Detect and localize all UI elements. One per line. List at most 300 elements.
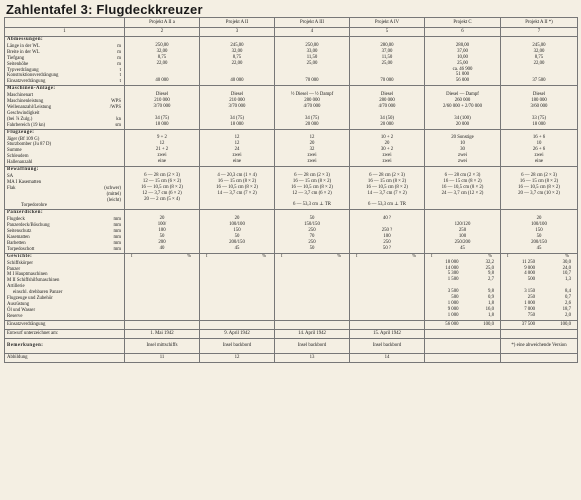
label-text: (leicht) bbox=[107, 197, 121, 203]
section-panzerdicken bbox=[5, 210, 578, 253]
unit-text: m bbox=[117, 43, 121, 49]
value-text: 20 000 bbox=[380, 121, 394, 127]
value-text: 150/150 bbox=[304, 222, 320, 228]
value-text: 1 000 bbox=[447, 300, 459, 306]
value-text: 180 000 bbox=[531, 98, 547, 104]
value-text: zwei bbox=[382, 153, 392, 159]
value-text: 50 bbox=[309, 216, 315, 222]
value-text: 25,00 bbox=[457, 60, 468, 66]
section-flugzeuge bbox=[5, 129, 578, 166]
value-text: 34 (50) bbox=[380, 115, 394, 121]
row-label: einschl. drehbaren Panzer bbox=[13, 290, 63, 296]
value-text: 25,0 bbox=[485, 265, 494, 271]
row-label: Schleudern bbox=[7, 154, 29, 160]
value-text: 100 bbox=[158, 228, 166, 234]
value-text: 6 — 28 cm (2 × 3) bbox=[444, 172, 481, 178]
value-cell bbox=[425, 320, 501, 329]
value-cell bbox=[350, 37, 425, 86]
value-text: 20 bbox=[536, 216, 542, 222]
value-text: 100/ bbox=[157, 222, 167, 228]
weight-values-cell bbox=[501, 253, 578, 320]
label-text: Konstruktionsverdrängung bbox=[7, 73, 59, 79]
value-text: 51 000 bbox=[455, 72, 470, 78]
value-cell bbox=[275, 167, 350, 210]
value-cell bbox=[425, 86, 501, 129]
value-cell bbox=[501, 86, 578, 129]
value-text: 6 — 53,3 cm ⊥ TR bbox=[292, 202, 331, 208]
value-text: Diesel bbox=[380, 92, 394, 98]
value-text: 12 — 15 cm (6 × 2) bbox=[142, 178, 182, 184]
header-col: Projekt A IV bbox=[350, 18, 425, 28]
value-text: 4/70 000 bbox=[378, 103, 396, 109]
value-text: Diesel bbox=[532, 92, 546, 98]
value-text: 500 bbox=[451, 295, 459, 301]
label-text: Seitenhöhe bbox=[7, 61, 29, 67]
value-text: ca. 46 900 bbox=[452, 66, 473, 72]
value-text: 10 bbox=[536, 141, 542, 147]
value-text: 25,00 bbox=[306, 60, 318, 66]
weight-unit-cell bbox=[350, 253, 425, 320]
value-text: 30,0 bbox=[562, 259, 571, 265]
value-cell bbox=[501, 210, 578, 253]
unit-text: t bbox=[119, 67, 121, 73]
value-text: 2,7 bbox=[488, 277, 494, 283]
value-cell: *) eine abweichende Version bbox=[501, 338, 578, 353]
unit-text: m bbox=[117, 61, 121, 67]
value-text: 12 bbox=[159, 141, 165, 147]
value-text: 750 bbox=[527, 312, 535, 318]
weight-unit-cell bbox=[200, 253, 275, 320]
row-label: Hallenanzahl bbox=[7, 160, 33, 166]
label-text: SA bbox=[7, 173, 14, 179]
value-text: zwei bbox=[457, 159, 468, 165]
value-text: 32,00 bbox=[156, 48, 168, 54]
section-title: Panzerdicken: bbox=[7, 210, 44, 216]
unit-percent: % bbox=[337, 253, 341, 259]
unit-text: mm bbox=[113, 240, 121, 246]
label-text: Flugdeck bbox=[7, 217, 25, 223]
unit-t: t bbox=[281, 253, 283, 259]
row-label: M II Schiffshilfsmaschinen bbox=[7, 278, 60, 284]
value-text: 16 — 10,5 cm (8 × 2) bbox=[366, 184, 408, 190]
value-text: 9 + 2 bbox=[157, 135, 167, 141]
value-text: 70 000 bbox=[305, 78, 319, 84]
value-text: 22,00 bbox=[156, 60, 168, 66]
value-text: 1,8 bbox=[488, 300, 494, 306]
row-label: Schiffskörper bbox=[7, 260, 34, 266]
row-label: Torpedorohre bbox=[21, 203, 48, 209]
value-text: 20 — 3,7 cm (10 × 2) bbox=[518, 190, 560, 196]
value-text: 1,3 bbox=[565, 277, 571, 283]
value-cell bbox=[350, 86, 425, 129]
value-text: 280 000 bbox=[304, 98, 320, 104]
value-text: 37,00 bbox=[381, 48, 393, 54]
value-cell: 1. Mai 1942 bbox=[125, 329, 200, 338]
value-text: 18 000 bbox=[230, 121, 244, 127]
value-text: 280 000 bbox=[379, 98, 395, 104]
value-text: 16 — 10,5 cm (8 × 2) bbox=[141, 184, 183, 190]
unit-text: mm bbox=[113, 229, 121, 235]
column-number-row bbox=[5, 28, 578, 37]
section-bewaffnung bbox=[5, 167, 578, 210]
row-label: Jäger (Bf 109 G) bbox=[7, 136, 40, 142]
value-text: 33 (75) bbox=[532, 115, 546, 121]
value-text: 20 bbox=[384, 141, 390, 147]
section-gewichte bbox=[5, 253, 578, 320]
unit-t: t bbox=[206, 253, 208, 259]
value-cell bbox=[425, 37, 501, 86]
value-text bbox=[202, 202, 272, 208]
value-text: zwei bbox=[232, 153, 242, 159]
section-label-cell bbox=[5, 253, 125, 320]
value-text: zwei bbox=[307, 159, 317, 165]
section-title: Gewichte: bbox=[7, 253, 33, 259]
unit-percent: % bbox=[187, 253, 191, 259]
unit-text: mm bbox=[113, 235, 121, 240]
value-text: eine bbox=[535, 159, 543, 165]
value-text: 14 000 bbox=[445, 265, 459, 271]
header-col: Projekt A II *) bbox=[501, 18, 578, 28]
value-text: 280,00 bbox=[380, 42, 394, 48]
value-text: 14 — 3,7 cm (7 × 2) bbox=[367, 190, 407, 196]
value-text: 12 bbox=[234, 141, 240, 147]
value-text: 9 000 bbox=[447, 306, 459, 312]
column-number: 2 bbox=[125, 28, 200, 37]
value-text: 12 — 3,7 cm (6 × 2) bbox=[292, 190, 332, 196]
row-label: Öl und Wasser bbox=[7, 307, 36, 313]
section-title: Abmessungen: bbox=[7, 37, 44, 42]
row-label: Summe bbox=[7, 148, 22, 154]
label-text: Fahrbereich (19 kn) bbox=[7, 122, 46, 128]
value-text: 210 000 bbox=[229, 98, 245, 104]
table-title: Zahlentafel 3: Flugdeckkreuzer bbox=[6, 2, 203, 17]
value-cell bbox=[425, 329, 501, 338]
row-abbildung bbox=[5, 353, 578, 362]
value-text: 50 bbox=[234, 233, 240, 239]
value-text: 32,00 bbox=[231, 48, 243, 54]
value-text: 10 + 2 bbox=[380, 135, 394, 141]
row-entwurf bbox=[5, 329, 578, 338]
value-text: 8,75 bbox=[232, 54, 242, 60]
value-cell bbox=[350, 210, 425, 253]
header-row bbox=[5, 18, 578, 28]
value-text: 100,0 bbox=[560, 321, 571, 327]
value-cell bbox=[125, 210, 200, 253]
value-text: 8,75 bbox=[534, 54, 544, 60]
value-text: 34 (75) bbox=[230, 115, 244, 121]
value-text: 6 — 28 cm (2 × 3) bbox=[369, 172, 405, 178]
value-text: 20 — 2 cm (5 × 4) bbox=[144, 196, 180, 202]
unit-text: mm bbox=[113, 223, 121, 229]
value-text: 250 bbox=[308, 239, 316, 245]
value-text: 56 000 bbox=[455, 78, 470, 84]
value-text: zwei bbox=[157, 153, 167, 159]
value-cell bbox=[275, 210, 350, 253]
unit-text: mm bbox=[113, 217, 121, 223]
value-text: 10,00 bbox=[457, 54, 468, 60]
value-cell: 13 bbox=[275, 353, 350, 362]
value-cell bbox=[501, 353, 578, 362]
value-cell bbox=[350, 167, 425, 210]
value-text: 50 bbox=[159, 233, 165, 239]
row-label: Artillerie bbox=[7, 284, 25, 290]
value-text: 16 + 6 bbox=[532, 135, 546, 141]
label-text: Maschinenart bbox=[7, 93, 34, 99]
value-cell: Insel backbord bbox=[275, 338, 350, 353]
value-text: 40 000 bbox=[155, 78, 169, 84]
value-text: 37 500 bbox=[521, 321, 535, 327]
value-text bbox=[127, 202, 197, 208]
value-text: 6 — 28 cm (2 × 3) bbox=[144, 172, 180, 178]
value-text: 250,00 bbox=[305, 42, 319, 48]
section-label-cell bbox=[5, 129, 125, 166]
value-text: 11,50 bbox=[306, 54, 318, 60]
weight-values-cell bbox=[425, 253, 501, 320]
value-text: 16 — 15 cm (8 × 2) bbox=[519, 178, 559, 184]
row-label: M I Hauptmaschinen bbox=[7, 272, 48, 278]
label-text: Barbetten bbox=[7, 240, 26, 246]
label-text: Geschwindigkeit bbox=[7, 110, 40, 116]
value-cell bbox=[200, 210, 275, 253]
weight-unit-cell bbox=[275, 253, 350, 320]
value-cell: 15. April 1942 bbox=[350, 329, 425, 338]
value-text: 4 — 20,3 cm (1 × 4) bbox=[217, 172, 257, 178]
value-cell bbox=[501, 167, 578, 210]
value-text: 250 bbox=[383, 239, 391, 245]
unit-text: sm bbox=[115, 122, 121, 128]
header-col: Projekt A III bbox=[275, 18, 350, 28]
value-text: 16 — 10,5 cm (8 × 2) bbox=[216, 184, 258, 190]
value-text: 33,00 bbox=[306, 48, 318, 54]
value-text: 100/100 bbox=[531, 222, 547, 228]
value-cell bbox=[425, 338, 501, 353]
value-text: 2,0 bbox=[565, 312, 571, 318]
value-text: 30 bbox=[460, 147, 465, 153]
row-label bbox=[7, 79, 122, 85]
row-label: Einsatzverdrängung bbox=[5, 320, 125, 329]
column-number: 3 bbox=[200, 28, 275, 37]
value-cell bbox=[200, 37, 275, 86]
value-text: 250/200 bbox=[454, 239, 471, 245]
value-cell bbox=[125, 129, 200, 166]
unit-percent: % bbox=[488, 253, 492, 259]
value-text: 18 000 bbox=[445, 259, 459, 265]
unit-text: m bbox=[117, 49, 121, 55]
value-cell bbox=[425, 129, 501, 166]
value-cell bbox=[125, 167, 200, 210]
value-text: 34 (75) bbox=[305, 115, 319, 121]
row-label: Sturzbomber (Ju 87 D) bbox=[7, 142, 52, 148]
value-text: 6 — 53,3 cm ⊥ TR bbox=[367, 202, 406, 208]
value-text: 18 000 bbox=[532, 121, 546, 127]
unit-text: t bbox=[119, 73, 121, 79]
value-cell bbox=[275, 129, 350, 166]
column-number: 4 bbox=[275, 28, 350, 37]
header-label-cell bbox=[5, 18, 125, 28]
value-text: 100/100 bbox=[229, 222, 245, 228]
section-title: Flugzeuge: bbox=[7, 129, 35, 135]
value-text: 0,7 bbox=[565, 295, 571, 301]
value-text: 21 + 2 bbox=[155, 147, 169, 153]
row-label: Flugzeuge und Zubehör bbox=[7, 296, 53, 302]
value-text: 56 000 bbox=[445, 321, 459, 327]
unit-text: /WPS bbox=[109, 104, 121, 110]
label-text: Torpedoschott bbox=[7, 246, 35, 252]
value-text: 500 bbox=[527, 277, 535, 283]
value-text: 245,00 bbox=[230, 42, 244, 48]
value-text: 25,00 bbox=[381, 60, 393, 66]
value-text: 37 500 bbox=[532, 78, 546, 84]
unit-text: m bbox=[117, 55, 121, 61]
value-text: 250 ? bbox=[381, 228, 393, 234]
value-cell: 9. April 1942 bbox=[200, 329, 275, 338]
label-text: Breite in der WL bbox=[7, 49, 40, 55]
section-label-cell bbox=[5, 37, 125, 86]
value-cell: 14. April 1942 bbox=[275, 329, 350, 338]
value-text: 24 bbox=[234, 147, 240, 153]
value-text: 8,4 bbox=[565, 289, 571, 295]
value-text: 30 + 2 bbox=[380, 147, 394, 153]
value-text: 1 500 bbox=[447, 277, 459, 283]
value-text: ½ Diesel — ½ Dampf bbox=[290, 92, 334, 98]
label-text: Wellenanzahl/Leistung bbox=[7, 104, 52, 110]
value-text: 18 000 bbox=[155, 121, 169, 127]
section-title: Bewaffnung: bbox=[7, 167, 39, 173]
data-table bbox=[4, 17, 578, 363]
unit-text: t bbox=[119, 79, 121, 85]
value-text: zwei bbox=[534, 153, 544, 159]
value-cell bbox=[200, 129, 275, 166]
section-title: Maschinen-Anlage: bbox=[7, 86, 56, 92]
value-text: eine bbox=[158, 159, 166, 165]
value-text: zwei bbox=[307, 153, 317, 159]
value-text: 45 bbox=[536, 245, 542, 251]
value-text bbox=[427, 202, 498, 208]
value-text: 1,8 bbox=[488, 312, 494, 318]
value-text: 100 bbox=[458, 233, 467, 239]
value-cell bbox=[501, 329, 578, 338]
value-cell bbox=[275, 86, 350, 129]
value-text: 12 bbox=[309, 135, 315, 141]
value-text: 32,2 bbox=[485, 259, 494, 265]
value-text: 40 bbox=[159, 245, 165, 251]
label-text: (mittel) bbox=[106, 191, 121, 197]
value-text: 20 Sonstige bbox=[451, 135, 474, 141]
unit-percent: % bbox=[262, 253, 266, 259]
value-text: 20 bbox=[309, 141, 315, 147]
value-text: 32,00 bbox=[533, 48, 545, 54]
section-label-cell bbox=[5, 86, 125, 129]
unit-t: t bbox=[431, 253, 433, 259]
column-number: 6 bbox=[425, 28, 501, 37]
value-text: 50 bbox=[309, 245, 315, 251]
value-text: 9,8 bbox=[488, 271, 494, 277]
value-cell bbox=[275, 37, 350, 86]
value-text: 2/60 000 + 2/70 000 bbox=[443, 103, 482, 109]
value-text: 3 150 bbox=[524, 289, 535, 295]
row-einsatzverdraengung bbox=[5, 320, 578, 329]
row-label bbox=[7, 123, 122, 129]
value-cell: Insel backbord bbox=[350, 338, 425, 353]
unit-text: (schwer) bbox=[104, 185, 121, 191]
value-text: 50 ? bbox=[382, 245, 392, 251]
unit-text: mm bbox=[113, 246, 121, 252]
value-cell: Insel mittschiffs bbox=[125, 338, 200, 353]
value-cell: 11 bbox=[125, 353, 200, 362]
unit-text: WPS bbox=[111, 99, 121, 105]
value-text: 250,00 bbox=[155, 42, 169, 48]
value-text: 22,00 bbox=[533, 60, 545, 66]
value-text: 24,0 bbox=[562, 265, 571, 271]
value-text: 8,75 bbox=[157, 54, 167, 60]
value-cell bbox=[125, 86, 200, 129]
value-cell bbox=[425, 353, 501, 362]
value-cell bbox=[501, 320, 578, 329]
value-text: 0,9 bbox=[488, 295, 494, 301]
value-text: 18,7 bbox=[562, 306, 571, 312]
label-text: Länge in der WL bbox=[7, 43, 40, 49]
label-text: Kasematten bbox=[7, 235, 30, 240]
label-text: MA I Kasematten bbox=[7, 179, 42, 185]
value-text: Diesel bbox=[230, 92, 244, 98]
unit-percent: % bbox=[565, 253, 569, 259]
value-text: 11,50 bbox=[381, 54, 393, 60]
value-text: 280,00 bbox=[455, 42, 470, 48]
value-text: 2,6 bbox=[565, 300, 571, 306]
value-text: 10 bbox=[460, 141, 465, 147]
value-text: 3/70 000 bbox=[228, 103, 246, 109]
section-label-cell bbox=[5, 210, 125, 253]
value-text: 260 000 bbox=[454, 98, 471, 104]
value-text: 200 bbox=[158, 239, 166, 245]
row-label: Abbildung bbox=[5, 353, 125, 362]
value-text: zwei bbox=[382, 159, 392, 165]
row-label: Reserve bbox=[7, 313, 23, 319]
column-number: 7 bbox=[501, 28, 578, 37]
value-cell bbox=[200, 167, 275, 210]
value-text: Diesel bbox=[155, 92, 169, 98]
value-text: 11 250 bbox=[521, 259, 535, 265]
label-text: Flak bbox=[7, 185, 16, 191]
value-text: 20 000 bbox=[455, 121, 470, 127]
value-text: 1 000 bbox=[524, 300, 535, 306]
label-text: Seitenschutz bbox=[7, 229, 32, 235]
value-cell bbox=[425, 210, 501, 253]
value-text: 120/120 bbox=[454, 222, 471, 228]
value-text: 16 — 10,5 cm (8 × 2) bbox=[441, 184, 484, 190]
value-text: 70 000 bbox=[380, 78, 394, 84]
value-text: 4 000 bbox=[524, 271, 535, 277]
section-label-cell bbox=[5, 167, 125, 210]
value-text bbox=[503, 202, 575, 208]
value-text: 14 — 3,7 cm (7 × 2) bbox=[217, 190, 257, 196]
value-text: 26 + 6 bbox=[532, 147, 546, 153]
value-text: 20 bbox=[234, 216, 240, 222]
value-text: 34 (75) bbox=[155, 115, 169, 121]
value-cell bbox=[501, 129, 578, 166]
row-label bbox=[7, 247, 122, 253]
value-text: 200/150 bbox=[531, 239, 547, 245]
value-text: 16,0 bbox=[485, 306, 494, 312]
column-number: 5 bbox=[350, 28, 425, 37]
row-label: Entwurf unterzeichnet am: bbox=[5, 329, 125, 338]
value-text: 250 bbox=[308, 228, 316, 234]
value-text: 37,00 bbox=[457, 48, 468, 54]
value-text: 16 — 15 cm (8 × 2) bbox=[292, 178, 332, 184]
value-cell: 12 bbox=[200, 353, 275, 362]
row-label bbox=[5, 338, 125, 353]
label-text: Bemerkungen: bbox=[7, 342, 44, 348]
